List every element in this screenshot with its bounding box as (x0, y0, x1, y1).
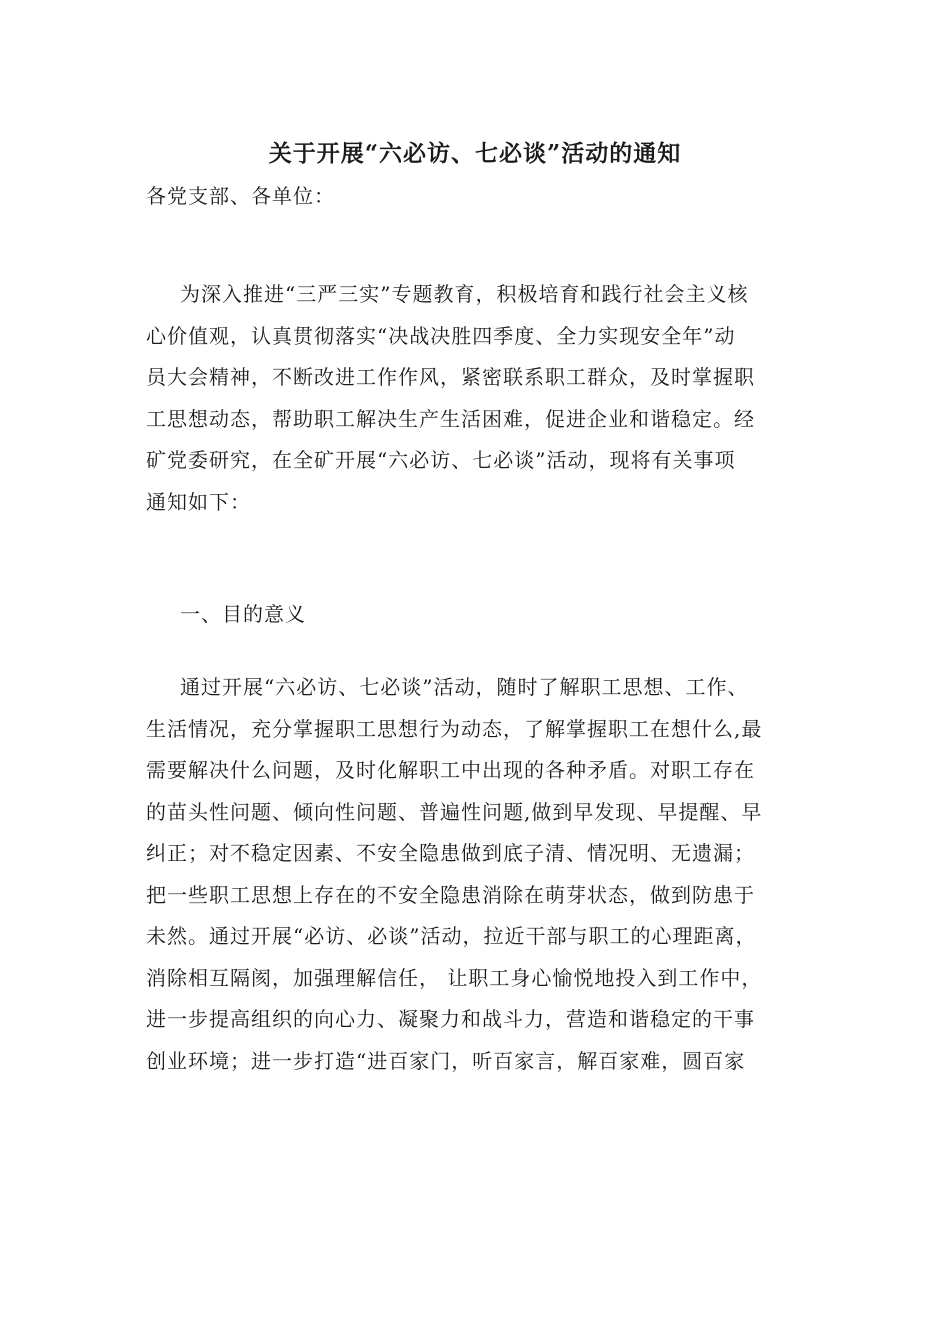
paragraph-line: 为深入推进“三严三实”专题教育，积极培育和践行社会主义核 (180, 282, 749, 306)
paragraph-line: 的苗头性问题、倾向性问题、普遍性问题,做到早发现、早提醒、早 (146, 799, 763, 824)
paragraph-line: 创业环境；进一步打造“进百家门，听百家言，解百家难，圆百家 (146, 1048, 746, 1073)
paragraph-line: 通知如下： (146, 489, 251, 514)
paragraph-line: 消除相互隔阂，加强理解信任， 让职工身心愉悦地投入到工作中， (146, 965, 763, 990)
paragraph-line: 生活情况，充分掌握职工思想行为动态，了解掌握职工在想什么,最 (146, 716, 763, 741)
paragraph-line: 未然。通过开展“必访、必谈”活动，拉近干部与职工的心理距离， (146, 924, 757, 948)
paragraph-line: 通过开展“六必访、七必谈”活动，随时了解职工思想、工作、 (180, 675, 749, 699)
paragraph-line: 纠正；对不稳定因素、不安全隐患做到底子清、情况明、无遗漏； (146, 841, 755, 865)
section-heading-text: 一、目的意义 (180, 602, 306, 626)
document-title: 关于开展“六必访、七必谈”活动的通知 (268, 140, 682, 167)
section-paragraph (146, 667, 806, 1082)
section-heading (146, 594, 806, 636)
paragraph-line: 进一步提高组织的向心力、凝聚力和战斗力，营造和谐稳定的干事 (146, 1007, 755, 1031)
intro-paragraph (146, 274, 806, 523)
paragraph-line: 员大会精神，不断改进工作作风，紧密联系职工群众，及时掌握职 (146, 365, 755, 389)
paragraph-line: 矿党委研究，在全矿开展“六必访、七必谈”活动，现将有关事项 (146, 448, 736, 472)
paragraph-line: 把一些职工思想上存在的不安全隐患消除在萌芽状态，做到防患于 (146, 882, 755, 907)
paragraph-line: 心价值观，认真贯彻落实“决战决胜四季度、全力实现安全年”动 (146, 323, 736, 348)
paragraph-line: 需要解决什么问题，及时化解职工中出现的各种矛盾。对职工存在 (146, 758, 755, 782)
salutation: 各党支部、各单位： (146, 184, 335, 208)
paragraph-line: 工思想动态，帮助职工解决生产生活困难，促进企业和谐稳定。经 (146, 406, 755, 431)
